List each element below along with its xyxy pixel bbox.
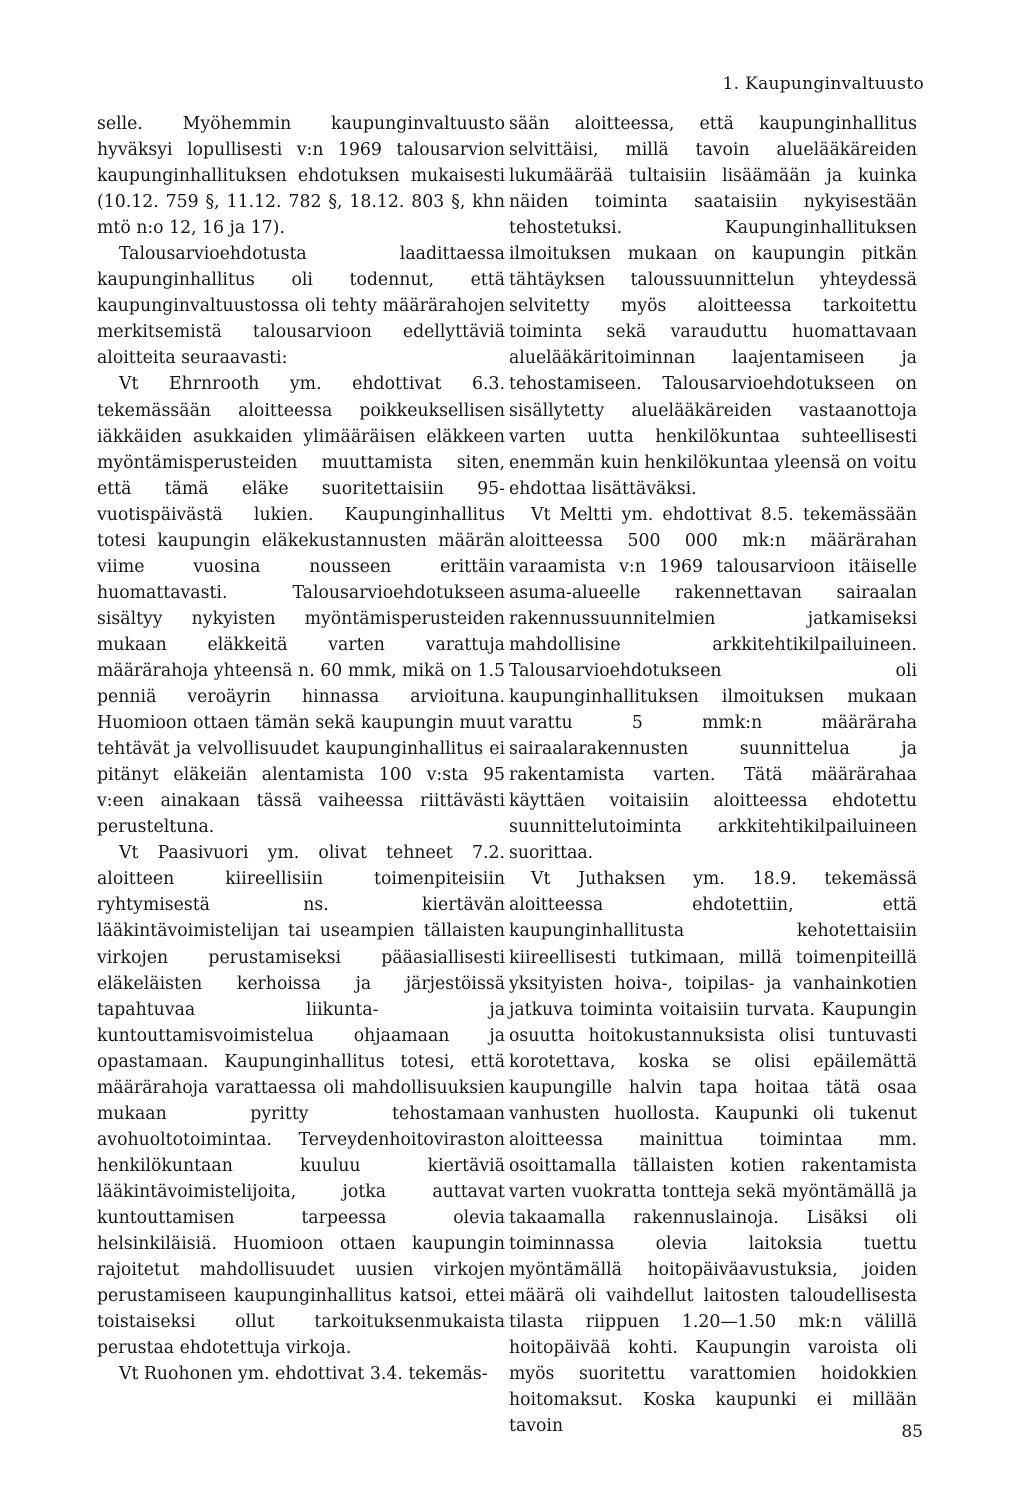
paragraph: Vt Ehrnrooth ym. ehdottivat 6.3. tekemässään aloitteessa poikkeuksellisen iäkkäiden asukkaiden ylimääräisen eläkkeen myöntämisperusteiden muuttamista siten, että tämä eläke suoritettaisiin 95-vuotispäivästä lukien. Kaupunginhallitus totesi kaupungin eläkekustannusten määrän viime vuosina nousseen erittäin huomattavasti. Talousarvioehdotukseen sisältyy nykyisten myöntämisperusteiden mukaan eläkkeitä varten varattuja määrärahoja yhteensä n. 60 mmk, mikä on 1.5 penniä veroäyrin hinnassa arvioituna. Huomioon ottaen tämän sekä kaupungin muut tehtävät ja velvollisuudet kaupunginhallitus ei pitänyt eläkeiän alentamista 100 v:sta 95 v:een ainakaan tässä vaiheessa riittävästi perusteltuna. <box>97 374 505 838</box>
paragraph: Vt Meltti ym. ehdottivat 8.5. tekemässään aloitteessa 500 000 mk:n määrärahan varaamista v:n 1969 talousarvioon itäiselle asuma-alueelle rakennettavan sairaalan rakennussuunnitelmien jatkamiseksi mahdollisine arkkitehtikilpailuineen. Talousarvioehdotukseen oli kaupunginhallituksen ilmoituksen mukaan varattu 5 mmk:n määräraha sairaalarakennusten suunnittelua ja rakentamista varten. Tätä määrärahaa käyttäen voitaisiin aloitteessa ehdotettu suunnittelutoiminta arkkitehtikilpailuineen suorittaa. <box>509 504 917 864</box>
paragraph: sään aloitteessa, että kaupunginhallitus selvittäisi, millä tavoin aluelääkäreiden lukumäärää tultaisiin lisäämään ja kuinka näiden toiminta saataisiin nykyisestään tehostetuksi. Kaupunginhallituksen ilmoituksen mukaan on kaupungin pitkän tähtäyksen taloussuunnittelun yhteydessä selvitetty myös aloitteessa tarkoitettu toiminta sekä varauduttu huomattavaan aluelääkäritoiminnan laajentamiseen ja tehostamiseen. Talousarvioehdotukseen on sisällytetty aluelääkäreiden vastaanottoja varten uutta henkilökuntaa suhteellisesti enemmän kuin henkilökuntaa yleensä on voitu ehdottaa lisättäväksi. <box>509 114 917 499</box>
right-column <box>509 111 917 1439</box>
running-head: 1. Kaupunginvaltuusto <box>722 74 924 94</box>
left-column <box>97 111 505 1387</box>
page-number: 85 <box>901 1422 923 1442</box>
paragraph: selle. Myöhemmin kaupunginvaltuusto hyväksyi lopullisesti v:n 1969 talousarvion kaupunginhallituksen ehdotuksen mukaisesti (10.12. 759 §, 11.12. 782 §, 18.12. 803 §, khn mtö n:o 12, 16 ja 17). <box>97 114 505 239</box>
paragraph: Talousarvioehdotusta laadittaessa kaupunginhallitus oli todennut, että kaupunginvaltuustossa oli tehty määrärahojen merkitsemistä talousarvioon edellyttäviä aloitteita seuraavasti: <box>97 244 505 369</box>
paragraph: Vt Juthaksen ym. 18.9. tekemässä aloitteessa ehdotettiin, että kaupunginhallitusta kehotettaisiin kiireellisesti tutkimaan, millä toimenpiteillä yksityisten hoiva-, toipilas- ja vanhainkotien jatkuva toiminta voitaisiin turvata. Kaupungin osuutta hoitokustannuksista olisi tuntuvasti korotettava, koska se olisi epäilemättä kaupungille halvin tapa hoitaa tätä osaa vanhusten huollosta. Kaupunki oli tukenut aloitteessa mainittua toimintaa mm. osoittamalla tällaisten kotien rakentamista varten vuokratta tontteja sekä myöntämällä ja takaamalla rakennuslainoja. Lisäksi oli toiminnassa olevia laitoksia tuettu myöntämällä hoitopäiväavustuksia, joiden määrä oli vaihdellut laitosten taloudellisesta tilasta riippuen 1.20—1.50 mk:n välillä hoitopäivää kohti. Kaupungin varoista oli myös suoritettu varattomien hoidokkien hoitomaksut. Koska kaupunki ei millään tavoin <box>509 869 917 1437</box>
paragraph: Vt Paasivuori ym. olivat tehneet 7.2. aloitteen kiireellisiin toimenpiteisiin ryhtymisestä ns. kiertävän lääkintävoimistelijan tai useampien tällaisten virkojen perustamiseksi pääasiallisesti eläkeläisten kerhoissa ja järjestöissä tapahtuvaa liikunta- ja kuntouttamisvoimistelua ohjaamaan ja opastamaan. Kaupunginhallitus totesi, että määrärahoja varattaessa oli mahdollisuuksien mukaan pyritty tehostamaan avohuoltotoimintaa. Terveydenhoitoviraston henkilökuntaan kuuluu kiertäviä lääkintävoimistelijoita, jotka auttavat kuntouttamisen tarpeessa olevia helsinkiläisiä. Huomioon ottaen kaupungin rajoitetut mahdollisuudet uusien virkojen perustamiseen kaupunginhallitus katsoi, ettei toistaiseksi ollut tarkoituksenmukaista perustaa ehdotettuja virkoja. <box>97 843 505 1359</box>
paragraph: Vt Ruohonen ym. ehdottivat 3.4. tekemäs- <box>119 1364 488 1385</box>
